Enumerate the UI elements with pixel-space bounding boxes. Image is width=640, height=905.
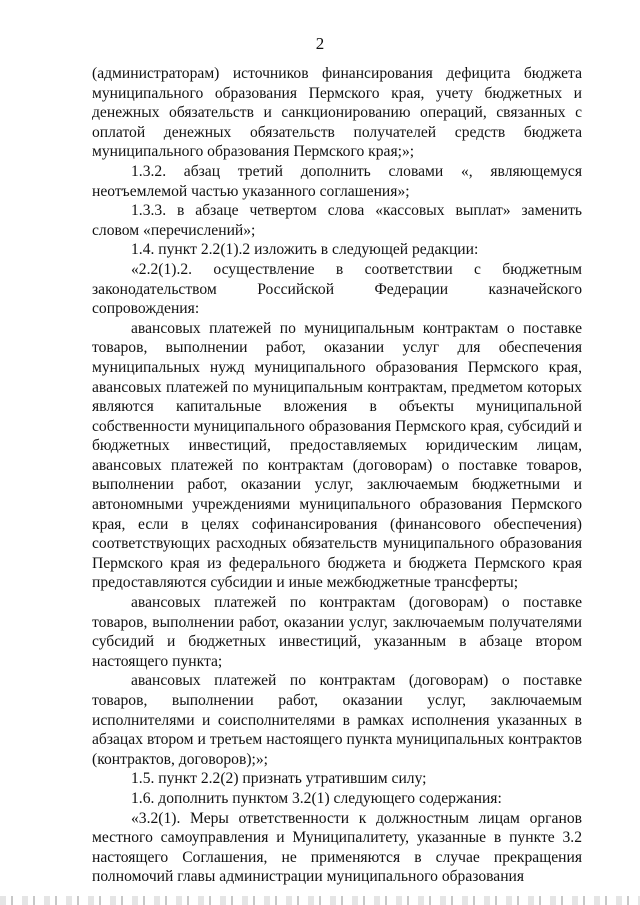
paragraph-2-2-1-2: «2.2(1).2. осуществление в соответствии с бюджетным законодательством Российской Федерации казначейского сопровождения: xyxy=(92,260,582,318)
paragraph-advance-payments-1: авансовых платежей по муниципальным контрактам о поставке товаров, выполнении работ, оказании услуг для обеспечения муниципальных нужд муниципального образования Пермского края, авансовых платежей по муниципальным контрактам, предметом которых являются капитальные вложения в объекты муниципальной собственности муниципального образования Пермского края, субсидий и бюджетных инвестиций, предоставляемых юридическим лицам, авансовых платежей по контрактам (договорам) о поставке товаров, выполнении работ, оказании услуг, заключаемым бюджетными и автономными учреждениями муниципального образования Пермского края, если в целях софинансирования (финансового обеспечения) соответствующих расходных обязательств муниципального образования Пермского края из федерального бюджета и бюджета Пермского края предоставляются субсидии и иные межбюджетные трансферты; xyxy=(92,319,582,592)
paragraph-1-3-3: 1.3.3. в абзаце четвертом слова «кассовых выплат» заменить словом «перечислений»; xyxy=(92,202,582,239)
paragraph-advance-payments-3: авансовых платежей по контрактам (договорам) о поставке товаров, выполнении работ, оказании услуг, заключаемым исполнителями и соисполнителями в рамках исполнения указанных в абзацах втором и третьем настоящего пункта муниципальных контрактов (контрактов, договоров);»; xyxy=(92,672,582,768)
paragraph-1-5: 1.5. пункт 2.2(2) признать утратившим силу; xyxy=(131,770,427,788)
paragraph-1-6: 1.6. дополнить пунктом 3.2(1) следующего содержания: xyxy=(131,789,502,807)
paragraph-advance-payments-2: авансовых платежей по контрактам (договорам) о поставке товаров, выполнении работ, оказании услуг, заключаемым получателями субсидий и бюджетных инвестиций, указанным в абзаце втором настоящего пункта; xyxy=(92,594,582,670)
paragraph-continuation: (администраторам) источников финансирования дефицита бюджета муниципального образования Пермского края, учету бюджетных и денежных обязательств и санкционированию операций, связанных с оплатой денежных обязательств получателей средств бюджета муниципального образования Пермского края;»; xyxy=(92,65,582,161)
page-number: 2 xyxy=(315,34,325,53)
scan-edge-artifact xyxy=(0,896,640,905)
paragraph-1-3-2: 1.3.2. абзац третий дополнить словами «, являющемуся неотъемлемой частью указанного соглашения»; xyxy=(92,162,582,200)
paragraph-3-2-1: «3.2(1). Меры ответственности к должностным лицам органов местного самоуправления и Муниципалитету, указанные в пункте 3.2 настоящего Соглашения, не применяются в случае прекращения полномочий главы администрации муниципального образования xyxy=(92,809,582,886)
paragraph-1-4: 1.4. пункт 2.2(1).2 изложить в следующей редакции: xyxy=(131,241,479,259)
document-body xyxy=(92,64,582,887)
